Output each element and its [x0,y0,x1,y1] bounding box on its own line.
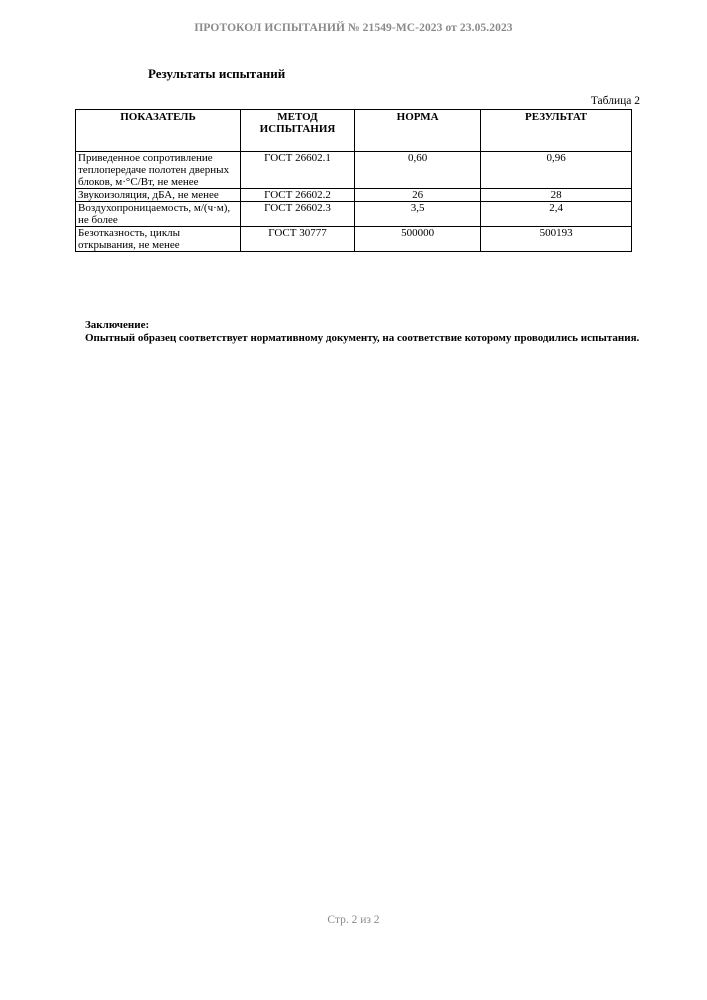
row-indicator: Воздухопроницаемость, м/(ч·м), не более [76,202,241,227]
row-result: 28 [481,189,632,202]
row-norm: 26 [355,189,481,202]
row-result: 0,96 [481,152,632,189]
conclusion-text: Опытный образец соответствует нормативному документу, на соответствие которому проводились испытания. [85,332,640,344]
table-row [76,152,632,189]
table-caption: Таблица 2 [590,95,640,107]
row-norm: 0,60 [355,152,481,189]
row-method: ГОСТ 26602.2 [240,189,354,202]
table-row [76,202,632,227]
row-result: 500193 [481,227,632,252]
results-table [75,109,632,252]
column-header-norm: НОРМА [355,110,481,152]
row-method: ГОСТ 26602.3 [240,202,354,227]
row-indicator: Приведенное сопротивление теплопередаче полотен дверных блоков, м·°С/Вт, не менее [76,152,241,189]
row-norm: 3,5 [355,202,481,227]
table-header-row [76,110,632,152]
row-method: ГОСТ 30777 [240,227,354,252]
protocol-header: ПРОТОКОЛ ИСПЫТАНИЙ № 21549-МС-2023 от 23.05.2023 [194,22,513,34]
column-header-method: МЕТОД ИСПЫТАНИЯ [240,110,354,152]
column-header-indicator: ПОКАЗАТЕЛЬ [76,110,241,152]
row-indicator: Звукоизоляция, дБА, не менее [76,189,241,202]
section-title: Результаты испытаний [148,66,286,81]
table-row [76,189,632,202]
column-header-result: РЕЗУЛЬТАТ [481,110,632,152]
row-result: 2,4 [481,202,632,227]
page-number: Стр. 2 из 2 [327,914,380,926]
conclusion-block [85,319,645,345]
row-norm: 500000 [355,227,481,252]
row-method: ГОСТ 26602.1 [240,152,354,189]
row-indicator: Безотказность, циклы открывания, не менее [76,227,241,252]
conclusion-heading: Заключение: [85,319,150,331]
table-row [76,227,632,252]
